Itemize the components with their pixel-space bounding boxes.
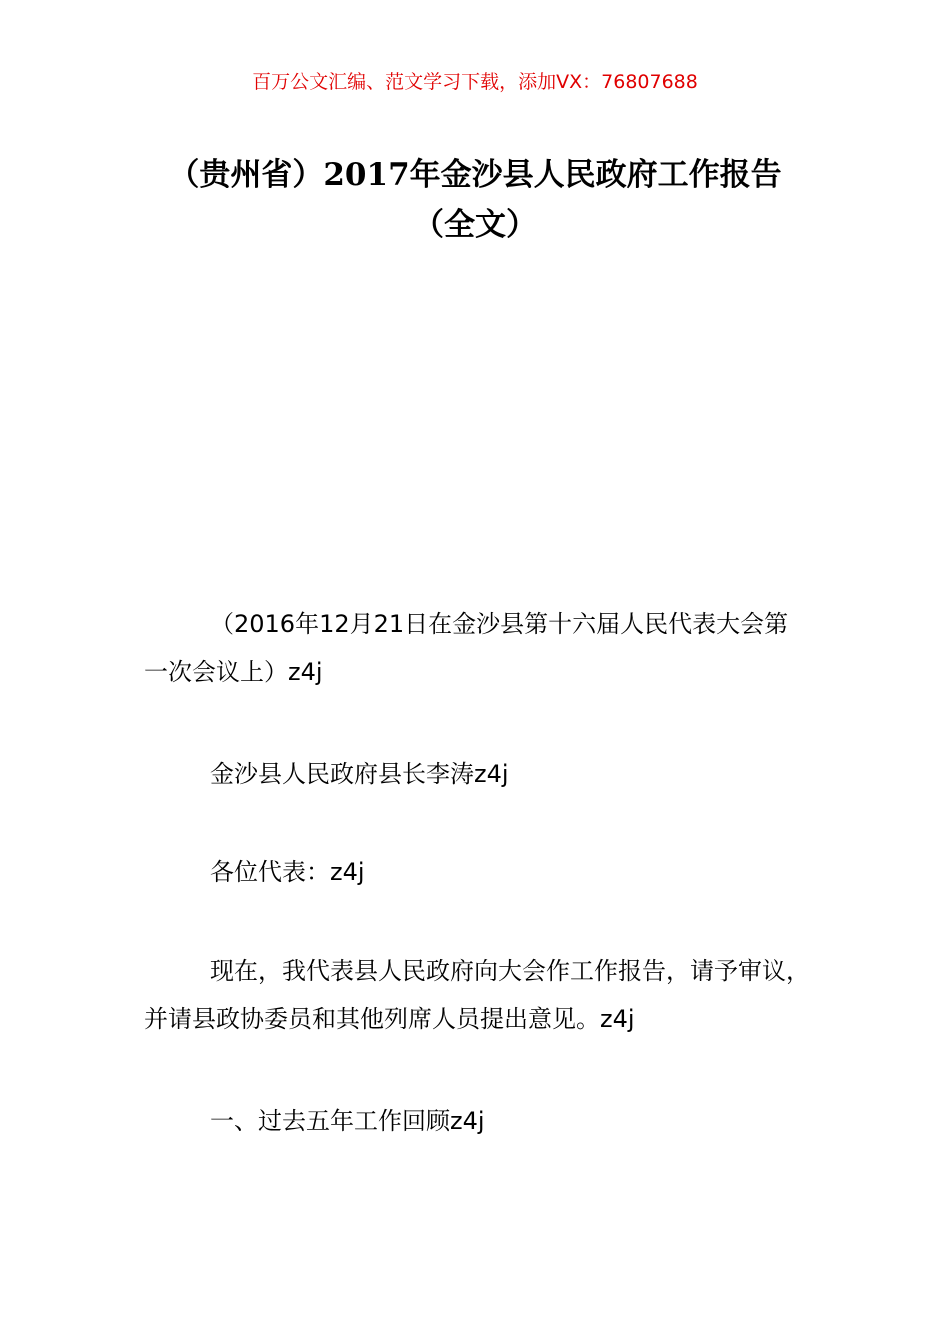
header-watermark-note: 百万公文汇编、范文学习下载，添加VX：76807688 — [252, 71, 698, 93]
intro-paragraph: 现在，我代表县人民政府向大会作工作报告，请予审议，并请县政协委员和其他列席人员提出意见。z4j — [144, 957, 810, 1033]
salutation-paragraph: 各位代表：z4j — [210, 858, 365, 886]
speaker-paragraph: 金沙县人民政府县长李涛z4j — [210, 760, 509, 788]
document-title: （贵州省）2017年金沙县人民政府工作报告（全文） — [168, 157, 782, 243]
section-heading-paragraph: 一、过去五年工作回顾z4j — [210, 1107, 485, 1135]
meeting-info-paragraph: （2016年12月21日在金沙县第十六届人民代表大会第一次会议上）z4j — [144, 610, 789, 686]
